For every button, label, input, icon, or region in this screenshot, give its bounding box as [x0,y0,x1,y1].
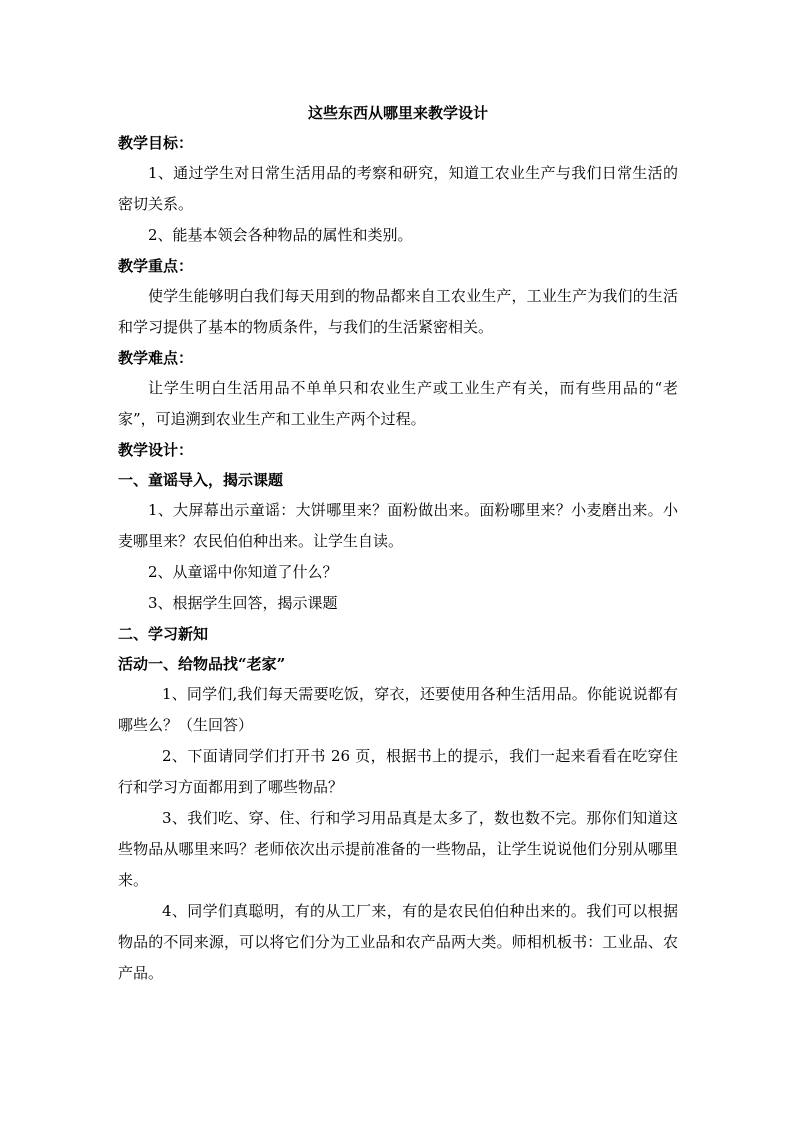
activity1-item-2: 2、下面请同学们打开书 26 页，根据书上的提示，我们一起来看看在吃穿住行和学习方面都用到了哪些物品？ [118,747,678,796]
part1-item-1: 1、大屏幕出示童谣：大饼哪里来？面粉做出来。面粉哪里来？小麦磨出来。小麦哪里来？农民伯伯种出来。让学生自读。 [118,501,678,550]
goal-item-1: 1、通过学生对日常生活用品的考察和研究，知道工农业生产与我们日常生活的密切关系。 [118,164,678,213]
part1-heading: 一、童谣导入，揭示课题 [118,471,284,489]
key-points-heading: 教学重点： [118,257,194,275]
activity1-heading: 活动一、给物品找“老家” [118,655,286,673]
part2-heading: 二、学习新知 [118,625,209,643]
key-points-text: 使学生能够明白我们每天用到的物品都来自工农业生产，工业生产为我们的生活和学习提供了基本的物质条件，与我们的生活紧密相关。 [118,287,678,336]
part1-item-2: 2、从童谣中你知道了什么？ [148,563,338,581]
part1-item-3: 3、根据学生回答，揭示课题 [148,594,338,612]
goals-heading: 教学目标： [118,134,194,152]
activity1-item-1: 1、同学们,我们每天需要吃饭，穿衣，还要使用各种生活用品。你能说说都有哪些么？（生回答） [118,685,678,734]
goal-item-2: 2、能基本领会各种物品的属性和类别。 [148,226,413,244]
difficulty-heading: 教学难点： [118,349,194,367]
design-heading: 教学设计： [118,441,194,459]
activity1-item-3: 3、我们吃、穿、住、行和学习用品真是太多了，数也数不完。那你们知道这些物品从哪里来吗？老师依次出示提前准备的一些物品，让学生说说他们分别从哪里来。 [118,809,678,889]
activity1-item-4: 4、同学们真聪明，有的从工厂来，有的是农民伯伯种出来的。我们可以根据物品的不同来源，可以将它们分为工业品和农产品两大类。师相机板书：工业品、农产品。 [118,902,678,982]
document-page [118,98,678,989]
document-title: 这些东西从哪里来教学设计 [307,104,488,122]
difficulty-text: 让学生明白生活用品不单单只和农业生产或工业生产有关，而有些用品的“老家”，可追溯到农业生产和工业生产两个过程。 [118,379,678,428]
